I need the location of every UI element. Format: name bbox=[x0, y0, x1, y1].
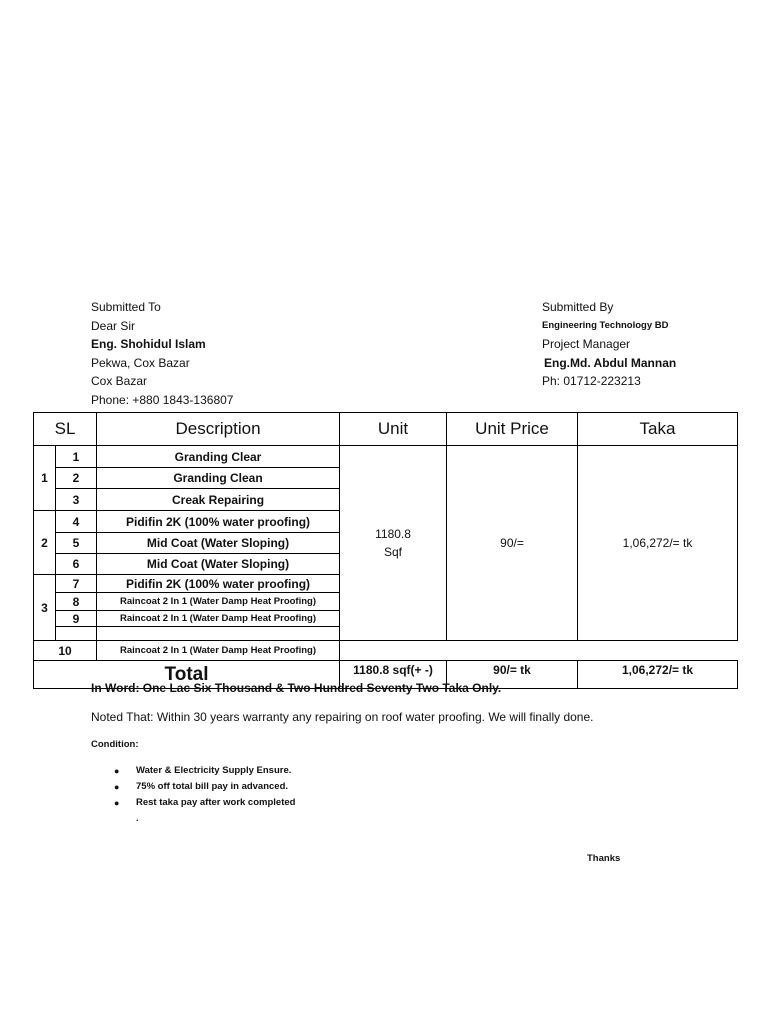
row-sl: 2 bbox=[56, 468, 97, 489]
total-label: Total bbox=[34, 661, 340, 689]
group-number: 1 bbox=[34, 446, 56, 511]
row-description: Pidifin 2K (100% water proofing) bbox=[97, 575, 340, 593]
bullet-icon: ● bbox=[114, 782, 120, 792]
sender-phone: Ph: 01712-223213 bbox=[542, 374, 641, 389]
row-sl: 6 bbox=[56, 554, 97, 575]
total-taka: 1,06,272/= tk bbox=[578, 661, 738, 689]
list-item: ● Water & Electricity Supply Ensure. bbox=[108, 763, 295, 779]
row-sl: 1 bbox=[56, 446, 97, 468]
row-sl: 4 bbox=[56, 511, 97, 533]
header-sl: SL bbox=[34, 413, 97, 446]
row-sl: 7 bbox=[56, 575, 97, 593]
group-number: 3 bbox=[34, 575, 56, 641]
unit-price-cell: 90/= bbox=[447, 446, 578, 641]
list-item: ● Rest taka pay after work completed bbox=[108, 795, 295, 811]
total-unit: 1180.8 sqf(+ -) bbox=[340, 661, 447, 689]
table-row bbox=[34, 446, 738, 468]
row-sl: 9 bbox=[56, 611, 97, 627]
list-item: . bbox=[136, 813, 139, 824]
row-description: Granding Clear bbox=[97, 446, 340, 468]
header-unit: Unit bbox=[340, 413, 447, 446]
recipient-address-1: Pekwa, Cox Bazar bbox=[91, 355, 190, 370]
condition-list bbox=[108, 763, 295, 827]
group-number: 2 bbox=[34, 511, 56, 575]
warranty-note: Noted That: Within 30 years warranty any repairing on roof water proofing. We will finally done. bbox=[91, 710, 594, 724]
table-header-row bbox=[34, 413, 738, 446]
thanks-text: Thanks bbox=[587, 853, 621, 864]
row-description: Mid Coat (Water Sloping) bbox=[97, 533, 340, 554]
submitted-by-heading: Submitted By bbox=[542, 300, 614, 314]
row-description: Raincoat 2 In 1 (Water Damp Heat Proofing) bbox=[97, 641, 340, 661]
row-description: Granding Clean bbox=[97, 468, 340, 489]
row-description: Raincoat 2 In 1 (Water Damp Heat Proofing) bbox=[97, 593, 340, 611]
total-unit-price: 90/= tk bbox=[447, 661, 578, 689]
row-description: Mid Coat (Water Sloping) bbox=[97, 554, 340, 575]
row-description: Creak Repairing bbox=[97, 489, 340, 511]
bullet-icon: ● bbox=[114, 766, 120, 776]
recipient-phone: Phone: +880 1843-136807 bbox=[91, 392, 234, 407]
header-unit-price: Unit Price bbox=[447, 413, 578, 446]
quotation-table bbox=[33, 412, 738, 689]
recipient-name: Eng. Shohidul Islam bbox=[91, 337, 206, 352]
bullet-icon: ● bbox=[114, 798, 120, 808]
row-sl: 10 bbox=[34, 641, 97, 661]
submitted-to-heading: Submitted To bbox=[91, 300, 161, 314]
taka-cell: 1,06,272/= tk bbox=[578, 446, 738, 641]
list-item: ● 75% off total bill pay in advanced. bbox=[108, 779, 295, 795]
submitted-by-block bbox=[542, 298, 676, 391]
sender-role: Project Manager bbox=[542, 337, 631, 352]
condition-title: Condition: bbox=[91, 739, 139, 750]
unit-value: 1180.8 bbox=[375, 527, 411, 541]
salutation: Dear Sir bbox=[91, 318, 136, 333]
row-sl: 5 bbox=[56, 533, 97, 554]
recipient-address-2: Cox Bazar bbox=[91, 374, 148, 389]
unit-label: Sqf bbox=[384, 545, 403, 559]
amount-in-words: In Word: One Lac Six Thousand & Two Hundred Seventy Two Taka Only. bbox=[91, 681, 502, 695]
row-sl: 3 bbox=[56, 489, 97, 511]
table-row bbox=[34, 641, 738, 661]
unit-cell bbox=[340, 446, 447, 641]
header-taka: Taka bbox=[578, 413, 738, 446]
header-description: Description bbox=[97, 413, 340, 446]
company-name: Engineering Technology BD bbox=[542, 319, 669, 331]
submitted-to-block bbox=[91, 298, 233, 410]
sender-name: Eng.Md. Abdul Mannan bbox=[544, 355, 677, 370]
row-sl: 8 bbox=[56, 593, 97, 611]
row-description: Raincoat 2 In 1 (Water Damp Heat Proofing) bbox=[97, 611, 340, 627]
row-description: Pidifin 2K (100% water proofing) bbox=[97, 511, 340, 533]
